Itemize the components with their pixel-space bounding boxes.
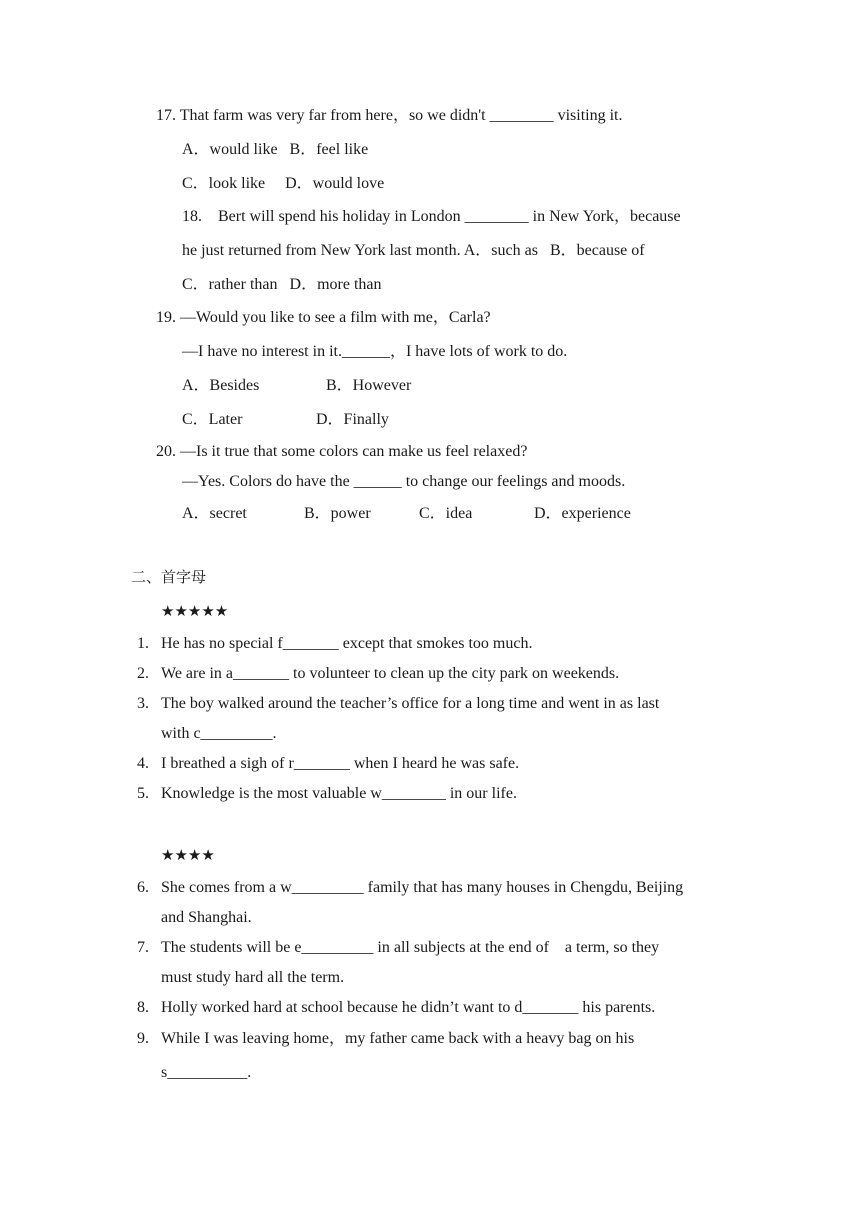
section-heading: 二、首字母	[131, 568, 207, 586]
item-number: 9.	[137, 1030, 149, 1047]
q19-option-c: C．Later	[182, 411, 243, 428]
difficulty-stars-5: ★★★★★	[161, 602, 229, 620]
item-5-text: Knowledge is the most valuable w________ in our life.	[161, 785, 517, 802]
q19-option-a: A．Besides	[182, 377, 260, 394]
item-number: 4.	[137, 755, 149, 772]
q20-option-c: C．idea	[419, 505, 473, 522]
item-6-text-line1: She comes from a w_________ family that has many houses in Chengdu, Beijing	[161, 879, 684, 896]
q17-stem: 17. That farm was very far from here，so we didn't ________ visiting it.	[156, 107, 623, 124]
item-number: 2.	[137, 665, 149, 682]
q19-stem: 19. —Would you like to see a film with me，Carla?	[156, 309, 491, 326]
item-9-text-line1: While I was leaving home，my father came back with a heavy bag on his	[161, 1030, 635, 1047]
q18-options-row: C．rather than D．more than	[182, 276, 382, 293]
q20-option-d: D．experience	[534, 505, 631, 522]
q19-option-b: B．However	[326, 377, 412, 394]
q20-stem: 20. —Is it true that some colors can make us feel relaxed?	[156, 443, 528, 460]
item-1-text: He has no special f_______ except that smokes too much.	[161, 635, 533, 652]
q19-option-d: D．Finally	[316, 411, 389, 428]
item-9-text-line2: s__________.	[161, 1064, 252, 1081]
item-number: 1.	[137, 635, 149, 652]
item-3-text-line1: The boy walked around the teacher’s office for a long time and went in as last	[161, 695, 660, 712]
item-2-text: We are in a_______ to volunteer to clean up the city park on weekends.	[161, 665, 620, 682]
item-7-text-line1: The students will be e_________ in all subjects at the end of a term, so they	[161, 939, 660, 956]
item-6-text-line2: and Shanghai.	[161, 909, 252, 926]
item-4-text: I breathed a sigh of r_______ when I heard he was safe.	[161, 755, 520, 772]
item-number: 5.	[137, 785, 149, 802]
q18-stem-line2: he just returned from New York last month. A．such as B．because of	[182, 242, 645, 259]
item-number: 8.	[137, 999, 149, 1016]
item-number: 3.	[137, 695, 149, 712]
q20-option-b: B．power	[304, 505, 371, 522]
q20-reply: —Yes. Colors do have the ______ to change our feelings and moods.	[182, 473, 626, 490]
item-7-text-line2: must study hard all the term.	[161, 969, 345, 986]
q17-options-row2: C．look like D．would love	[182, 175, 385, 192]
q18-stem-line1: 18. Bert will spend his holiday in London ________ in New York，because	[182, 208, 681, 225]
q17-options-row1: A．would like B．feel like	[182, 141, 369, 158]
item-3-text-line2: with c_________.	[161, 725, 277, 742]
q19-reply: —I have no interest in it.______，I have lots of work to do.	[182, 343, 568, 360]
item-number: 7.	[137, 939, 149, 956]
difficulty-stars-4: ★★★★	[161, 846, 215, 864]
item-number: 6.	[137, 879, 149, 896]
q20-option-a: A．secret	[182, 505, 247, 522]
item-8-text: Holly worked hard at school because he didn’t want to d_______ his parents.	[161, 999, 656, 1016]
